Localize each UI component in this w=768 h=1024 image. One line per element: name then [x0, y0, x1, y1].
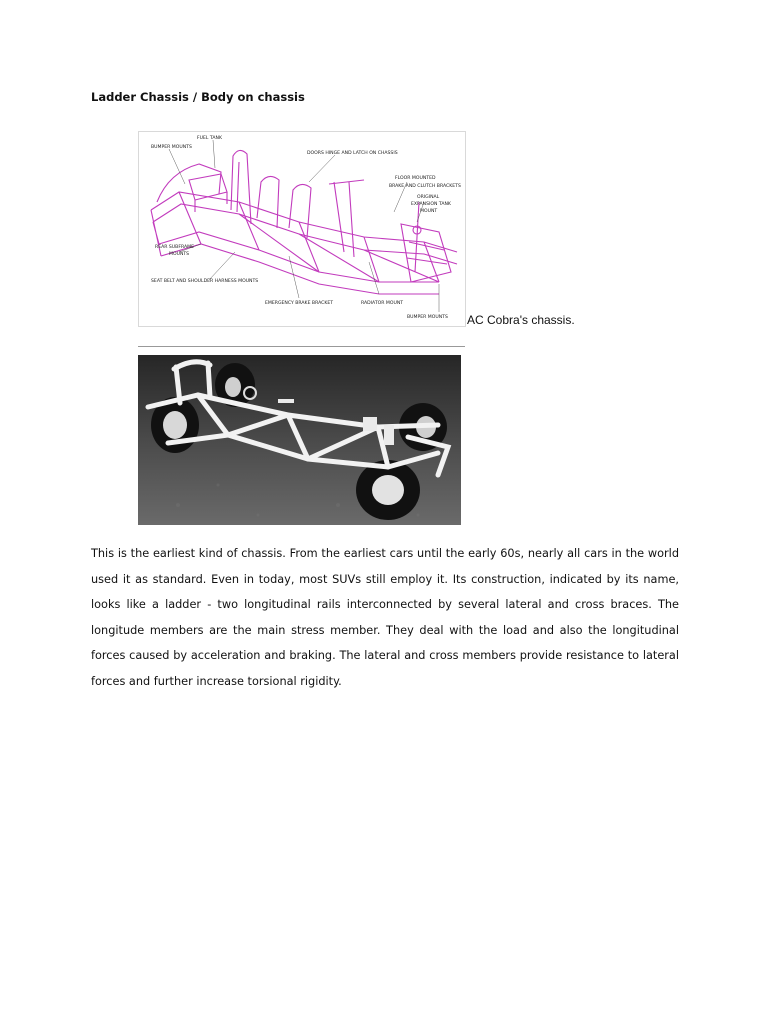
chassis-photo-svg: [138, 355, 461, 525]
label-bumper-mounts-top: BUMPER MOUNTS: [151, 145, 192, 150]
label-emergency-brake: EMERGENCY BRAKE BRACKET: [265, 301, 334, 306]
body-paragraph: This is the earliest kind of chassis. From the earliest cars until the early 60s, nearly all cars in the world used it as standard. Even in today, most SUVs still employ it. Its construction, indicated by its name, looks like a ladder - two longitudinal rails interconnected by several lateral and cross braces. The longitude members are the main stress member. They deal with the load and also the longitudinal forces caused by acceleration and braking. The lateral and cross members provide resistance to lateral forces and further increase torsional rigidity.: [91, 547, 679, 688]
label-mounts: MOUNTS: [169, 252, 190, 257]
chassis-photo: [138, 355, 461, 525]
label-floor-mounted: FLOOR MOUNTED: [395, 176, 436, 181]
label-radiator-mount: RADIATOR MOUNT: [361, 301, 404, 306]
label-brake-clutch: BRAKE AND CLUTCH BRACKETS: [389, 184, 461, 189]
diagram-leader-lines: [169, 140, 439, 312]
label-fuel-tank: FUEL TANK: [197, 136, 222, 141]
label-expansion-tank: EXPANSION TANK: [411, 202, 451, 207]
label-bumper-mounts-bottom: BUMPER MOUNTS: [407, 315, 448, 320]
chassis-frame-lines: [151, 150, 457, 294]
chassis-diagram: [138, 131, 466, 327]
label-original: ORIGINAL: [417, 195, 440, 200]
page-title: Ladder Chassis / Body on chassis: [91, 90, 305, 104]
chassis-diagram-svg: [139, 132, 465, 326]
label-doors-hinge: DOORS HINGE AND LATCH ON CHASSIS: [307, 151, 398, 156]
label-seat-belt: SEAT BELT AND SHOULDER HARNESS MOUNTS: [151, 279, 259, 284]
label-mount: MOUNT: [420, 209, 438, 214]
label-rear-subframe: REAR SUBFRAME: [155, 245, 194, 250]
diagram-caption: AC Cobra's chassis.: [467, 313, 575, 327]
separator-line: [138, 346, 465, 347]
